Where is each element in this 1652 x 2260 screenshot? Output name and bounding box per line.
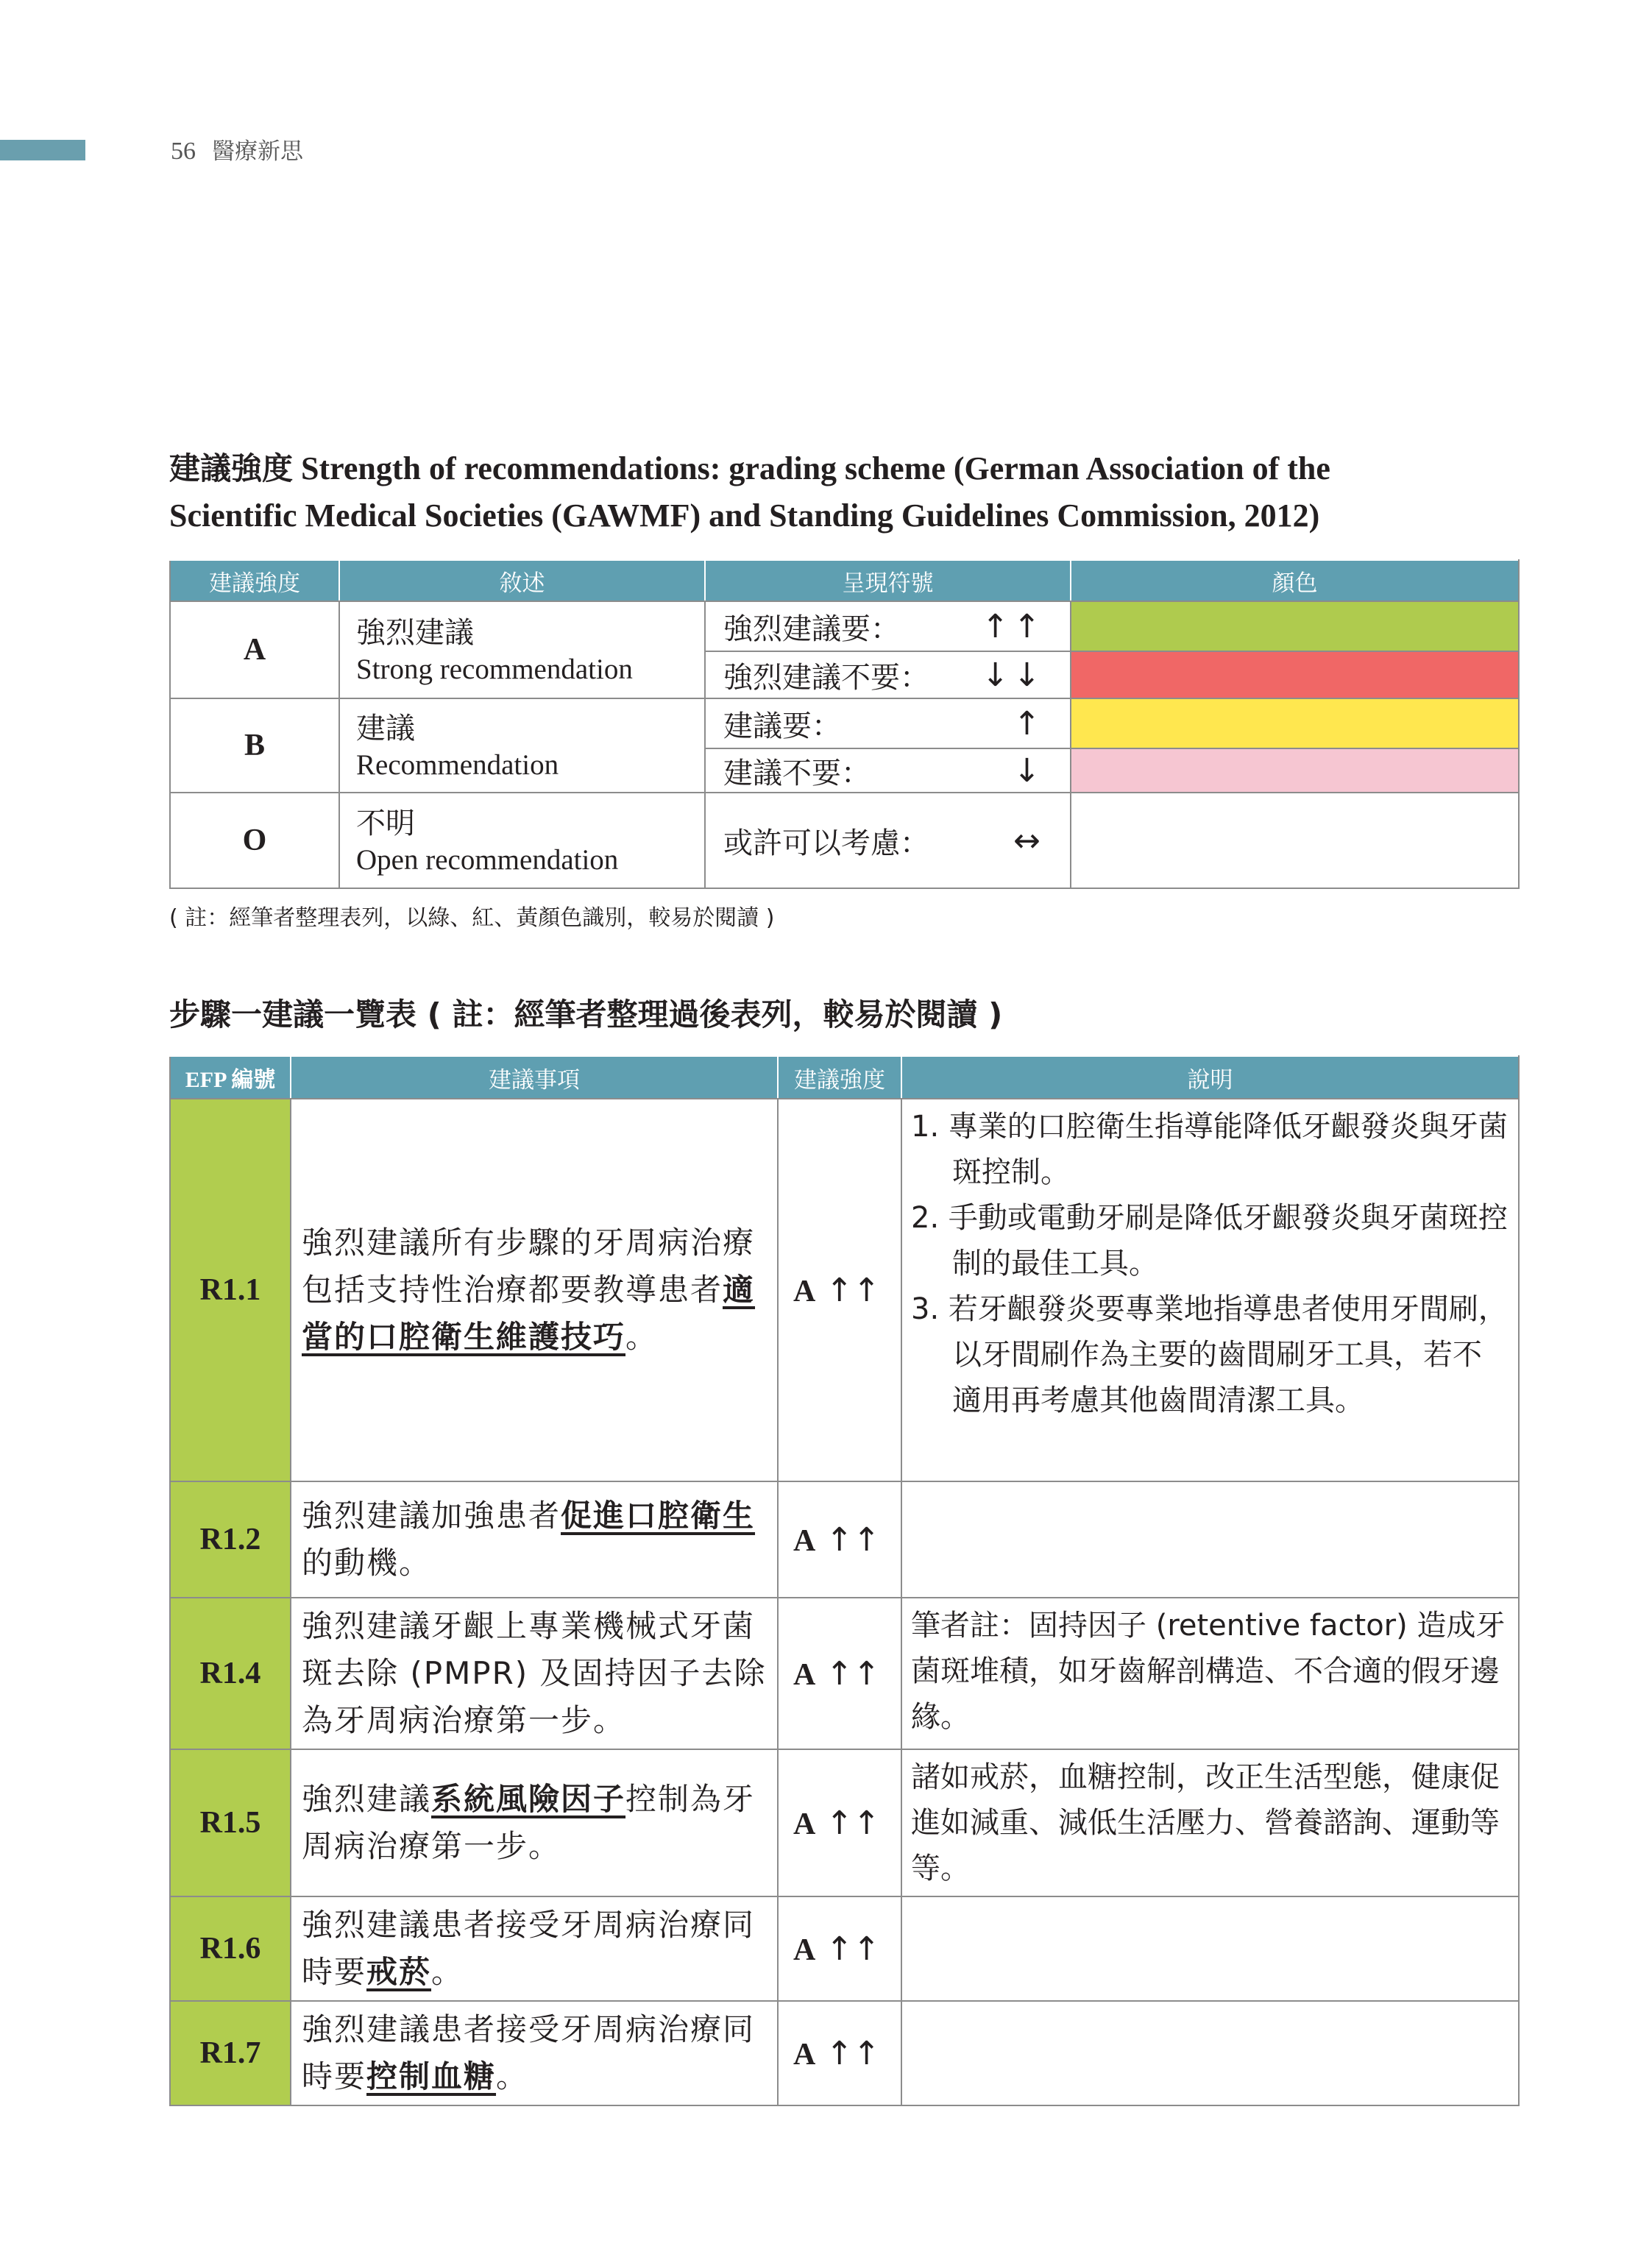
recommendation-tail: 。 (625, 1319, 659, 1355)
symbol-label: 建議不要： (723, 756, 871, 790)
color-swatch-green (1071, 601, 1519, 651)
explanation-cell (901, 1896, 1519, 2001)
grade-row-b (170, 698, 1519, 748)
strength-grade: A (793, 1274, 816, 1308)
description-zh: 不明 (356, 807, 415, 840)
strength-grade: A (793, 2037, 816, 2072)
strength-grade: A (793, 1807, 816, 1841)
efp-code: R1.5 (170, 1749, 291, 1896)
recommendation-tail: 的動機。 (302, 1545, 432, 1581)
symbol-label: 建議要： (723, 709, 841, 743)
recommendation-emphasis: 系統風險因子 (431, 1781, 626, 1817)
table-row (170, 1749, 1519, 1896)
description-zh: 強烈建議 (356, 616, 474, 650)
color-swatch-white (1071, 793, 1519, 888)
table-row (170, 1099, 1519, 1481)
recommendation-text: 強烈建議所有步驟的牙周病治療包括支持性治療都要教導患者 (302, 1225, 756, 1308)
recommendation-text: 強烈建議加強患者 (302, 1498, 561, 1534)
strength-grade: A (793, 1523, 816, 1558)
arrow-up-up-icon: ↑↑ (826, 1930, 881, 1968)
explanation-cell: 筆者註：固持因子 (retentive factor) 造成牙菌斑堆積，如牙齒解剖構造、不合適的假牙邊緣。 (901, 1598, 1519, 1749)
header-color: 顏色 (1071, 560, 1519, 601)
recommendation-cell (291, 1099, 778, 1481)
recommendation-emphasis: 促進口腔衛生 (561, 1498, 756, 1534)
description-en: Open recommendation (356, 844, 619, 876)
strength-cell (778, 1749, 901, 1896)
running-title: 醫療新思 (212, 138, 303, 165)
description-cell (339, 601, 705, 698)
explanation-cell (901, 1099, 1519, 1481)
recommendation-tail: 控制為牙周病治療第一步。 (302, 1781, 756, 1864)
color-swatch-red (1071, 651, 1519, 698)
efp-code: R1.1 (170, 1099, 291, 1481)
page-number: 56 (171, 138, 196, 165)
strength-grade: A (793, 1657, 816, 1692)
color-swatch-pink (1071, 748, 1519, 793)
efp-table (169, 1055, 1520, 2106)
header-symbol: 呈現符號 (705, 560, 1071, 601)
header-strength: 建議強度 (778, 1056, 901, 1099)
efp-code: R1.7 (170, 2001, 291, 2105)
grade-row-a (170, 601, 1519, 651)
explanation-cell (901, 1481, 1519, 1598)
section-title-en-2: Scientific Medical Societies (GAWMF) and Standing Guidelines Commission, 2012) (169, 497, 1320, 534)
grade-cell: B (170, 698, 339, 793)
strength-cell (778, 1099, 901, 1481)
description-cell (339, 793, 705, 888)
description-en: Recommendation (356, 749, 559, 781)
grading-table (169, 559, 1520, 889)
table-row (170, 2001, 1519, 2105)
header-efp-code: EFP 編號 (170, 1056, 291, 1099)
recommendation-cell (291, 1481, 778, 1598)
recommendation-text: 強烈建議患者接受牙周病治療同時要 (302, 2011, 756, 2094)
recommendation-cell (291, 1896, 778, 2001)
symbol-cell (705, 698, 1071, 748)
grade-cell: A (170, 601, 339, 698)
color-swatch-yellow (1071, 698, 1519, 748)
section-title-en-1: Strength of recommendations: grading scheme (German Association of the (301, 450, 1330, 486)
header-explanation: 說明 (901, 1056, 1519, 1099)
section-title (169, 445, 1520, 539)
recommendation-cell (291, 1749, 778, 1896)
recommendation-tail: 。 (496, 2058, 529, 2094)
description-cell (339, 698, 705, 793)
efp-code: R1.4 (170, 1598, 291, 1749)
explanation-cell (901, 2001, 1519, 2105)
symbol-label: 強烈建議不要： (723, 660, 929, 695)
strength-grade: A (793, 1933, 816, 1967)
strength-cell (778, 2001, 901, 2105)
header-recommendation: 建議事項 (291, 1056, 778, 1099)
section-title-zh: 建議強度 (169, 450, 294, 486)
arrow-up-up-icon: ↑↑ (826, 2034, 881, 2072)
symbol-cell (705, 601, 1071, 651)
symbol-cell (705, 793, 1071, 888)
explanation-list (911, 1104, 1509, 1423)
efp-code: R1.2 (170, 1481, 291, 1598)
strength-cell (778, 1896, 901, 2001)
efp-table-header (170, 1056, 1519, 1099)
arrow-up-icon: ↑ (1013, 704, 1045, 743)
strength-cell (778, 1598, 901, 1749)
recommendation-emphasis: 控制血糖 (366, 2058, 497, 2094)
table-row (170, 1481, 1519, 1598)
arrow-down-down-icon: ↓↓ (982, 656, 1045, 694)
recommendation-text: 強烈建議牙齦上專業機械式牙菌斑去除 (PMPR) 及固持因子去除為牙周病治療第一步。 (302, 1608, 767, 1738)
grade-row-o (170, 793, 1519, 888)
running-header (171, 132, 303, 166)
symbol-cell (705, 651, 1071, 698)
header-grade: 建議強度 (170, 560, 339, 601)
grading-table-header (170, 560, 1519, 601)
recommendation-tail: 。 (431, 1954, 464, 1990)
recommendation-cell (291, 1598, 778, 1749)
recommendation-text: 強烈建議患者接受牙周病治療同時要 (302, 1907, 756, 1990)
accent-bar (0, 140, 85, 160)
recommendation-cell (291, 2001, 778, 2105)
list-item: 3. 若牙齦發炎要專業地指導患者使用牙間刷，以牙間刷作為主要的齒間刷牙工具，若不適用再考慮其他齒間清潔工具。 (911, 1292, 1508, 1417)
arrow-down-icon: ↓ (1013, 751, 1045, 790)
section2-title: 步驟一建議一覽表 ( 註：經筆者整理過後表列，較易於閱讀 ) (169, 996, 1003, 1032)
header-description: 敘述 (339, 560, 705, 601)
symbol-cell (705, 748, 1071, 793)
arrow-up-up-icon: ↑↑ (982, 607, 1045, 645)
efp-code: R1.6 (170, 1896, 291, 2001)
recommendation-emphasis: 戒菸 (366, 1954, 432, 1990)
explanation-cell: 諸如戒菸，血糖控制，改正生活型態，健康促進如減重、減低生活壓力、營養諮詢、運動等等。 (901, 1749, 1519, 1896)
table-row (170, 1896, 1519, 2001)
description-zh: 建議 (356, 712, 415, 745)
arrow-up-up-icon: ↑↑ (826, 1520, 881, 1559)
list-item: 1. 專業的口腔衛生指導能降低牙齦發炎與牙菌斑控制。 (911, 1110, 1508, 1189)
recommendation-text: 強烈建議 (302, 1781, 432, 1817)
arrow-left-right-icon: ↔ (1013, 821, 1045, 860)
table-note: ( 註：經筆者整理表列，以綠、紅、黃顏色識別，較易於閱讀 ) (169, 905, 775, 931)
grade-cell: O (170, 793, 339, 888)
arrow-up-up-icon: ↑↑ (826, 1654, 881, 1693)
description-en: Strong recommendation (356, 653, 633, 685)
strength-cell (778, 1481, 901, 1598)
arrow-up-up-icon: ↑↑ (826, 1271, 881, 1309)
list-item: 2. 手動或電動牙刷是降低牙齦發炎與牙菌斑控制的最佳工具。 (911, 1201, 1508, 1280)
recommendation-emphasis: 適當的口腔衛生維護技巧 (302, 1272, 756, 1355)
arrow-up-up-icon: ↑↑ (826, 1804, 881, 1842)
symbol-label: 或許可以考慮： (723, 826, 929, 860)
symbol-label: 強烈建議要： (723, 612, 900, 646)
table-row (170, 1598, 1519, 1749)
